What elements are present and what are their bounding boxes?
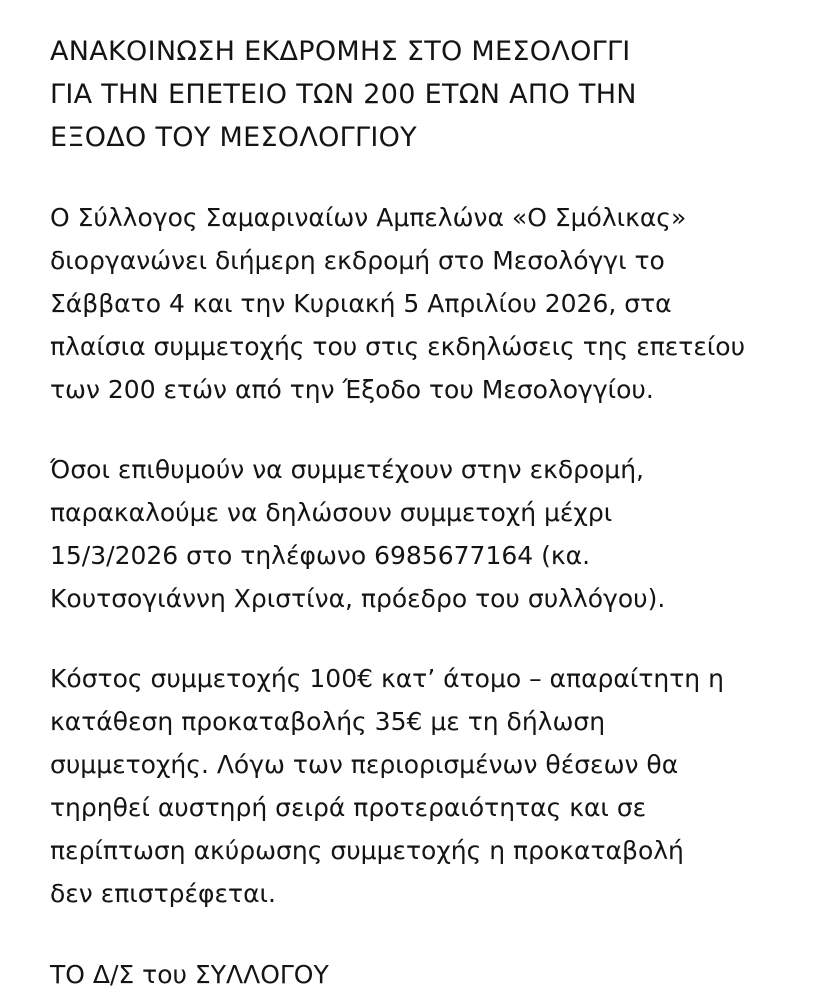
- paragraph-line: Σάββατο 4 και την Κυριακή 5 Απριλίου 2026, στα: [50, 289, 672, 318]
- paragraph-line: Κουτσογιάννη Χριστίνα, πρόεδρο του συλλόγου).: [50, 584, 666, 613]
- paragraph-line: τηρηθεί αυστηρή σειρά προτεραιότητας και σε: [50, 793, 647, 822]
- title-line: ΕΞΟΔΟ ΤΟΥ ΜΕΣΟΛΟΓΓΙΟΥ: [50, 122, 417, 153]
- title-line: ΑΝΑΚΟΙΝΩΣΗ ΕΚΔΡΟΜΗΣ ΣΤΟ ΜΕΣΟΛΟΓΓΙ: [50, 36, 631, 67]
- announcement-title: [50, 30, 790, 159]
- paragraph-cost: [50, 657, 724, 915]
- paragraph-line: των 200 ετών από την Έξοδο του Μεσολογγίου.: [50, 375, 654, 404]
- paragraph-line: συμμετοχής. Λόγω των περιορισμένων θέσεων θα: [50, 750, 679, 779]
- announcement-document: [50, 30, 790, 989]
- paragraph-trip-details: [50, 196, 745, 411]
- paragraph-line: Ο Σύλλογος Σαμαριναίων Αμπελώνα «Ο Σμόλικας»: [50, 203, 687, 232]
- paragraph-line: Κόστος συμμετοχής 100€ κατ’ άτομο – απαραίτητη η: [50, 664, 724, 693]
- signature: ΤΟ Δ/Σ του ΣΥΛΛΟΓΟΥ: [50, 960, 329, 989]
- paragraph-line: δεν επιστρέφεται.: [50, 879, 276, 908]
- paragraph-line: παρακαλούμε να δηλώσουν συμμετοχή μέχρι: [50, 498, 613, 527]
- paragraph-line: πλαίσια συμμετοχής του στις εκδηλώσεις της επετείου: [50, 332, 746, 361]
- paragraph-line: 15/3/2026 στο τηλέφωνο 6985677164 (κα.: [50, 541, 591, 570]
- paragraph-line: Όσοι επιθυμούν να συμμετέχουν στην εκδρομή,: [50, 455, 644, 484]
- paragraph-line: περίπτωση ακύρωσης συμμετοχής η προκαταβολή: [50, 836, 684, 865]
- paragraph-registration: [50, 448, 665, 620]
- title-line: ΓΙΑ ΤΗΝ ΕΠΕΤΕΙΟ ΤΩΝ 200 ΕΤΩΝ ΑΠΟ ΤΗΝ: [50, 79, 637, 110]
- paragraph-line: διοργανώνει διήμερη εκδρομή στο Μεσολόγγι το: [50, 246, 665, 275]
- paragraph-line: κατάθεση προκαταβολής 35€ με τη δήλωση: [50, 707, 606, 736]
